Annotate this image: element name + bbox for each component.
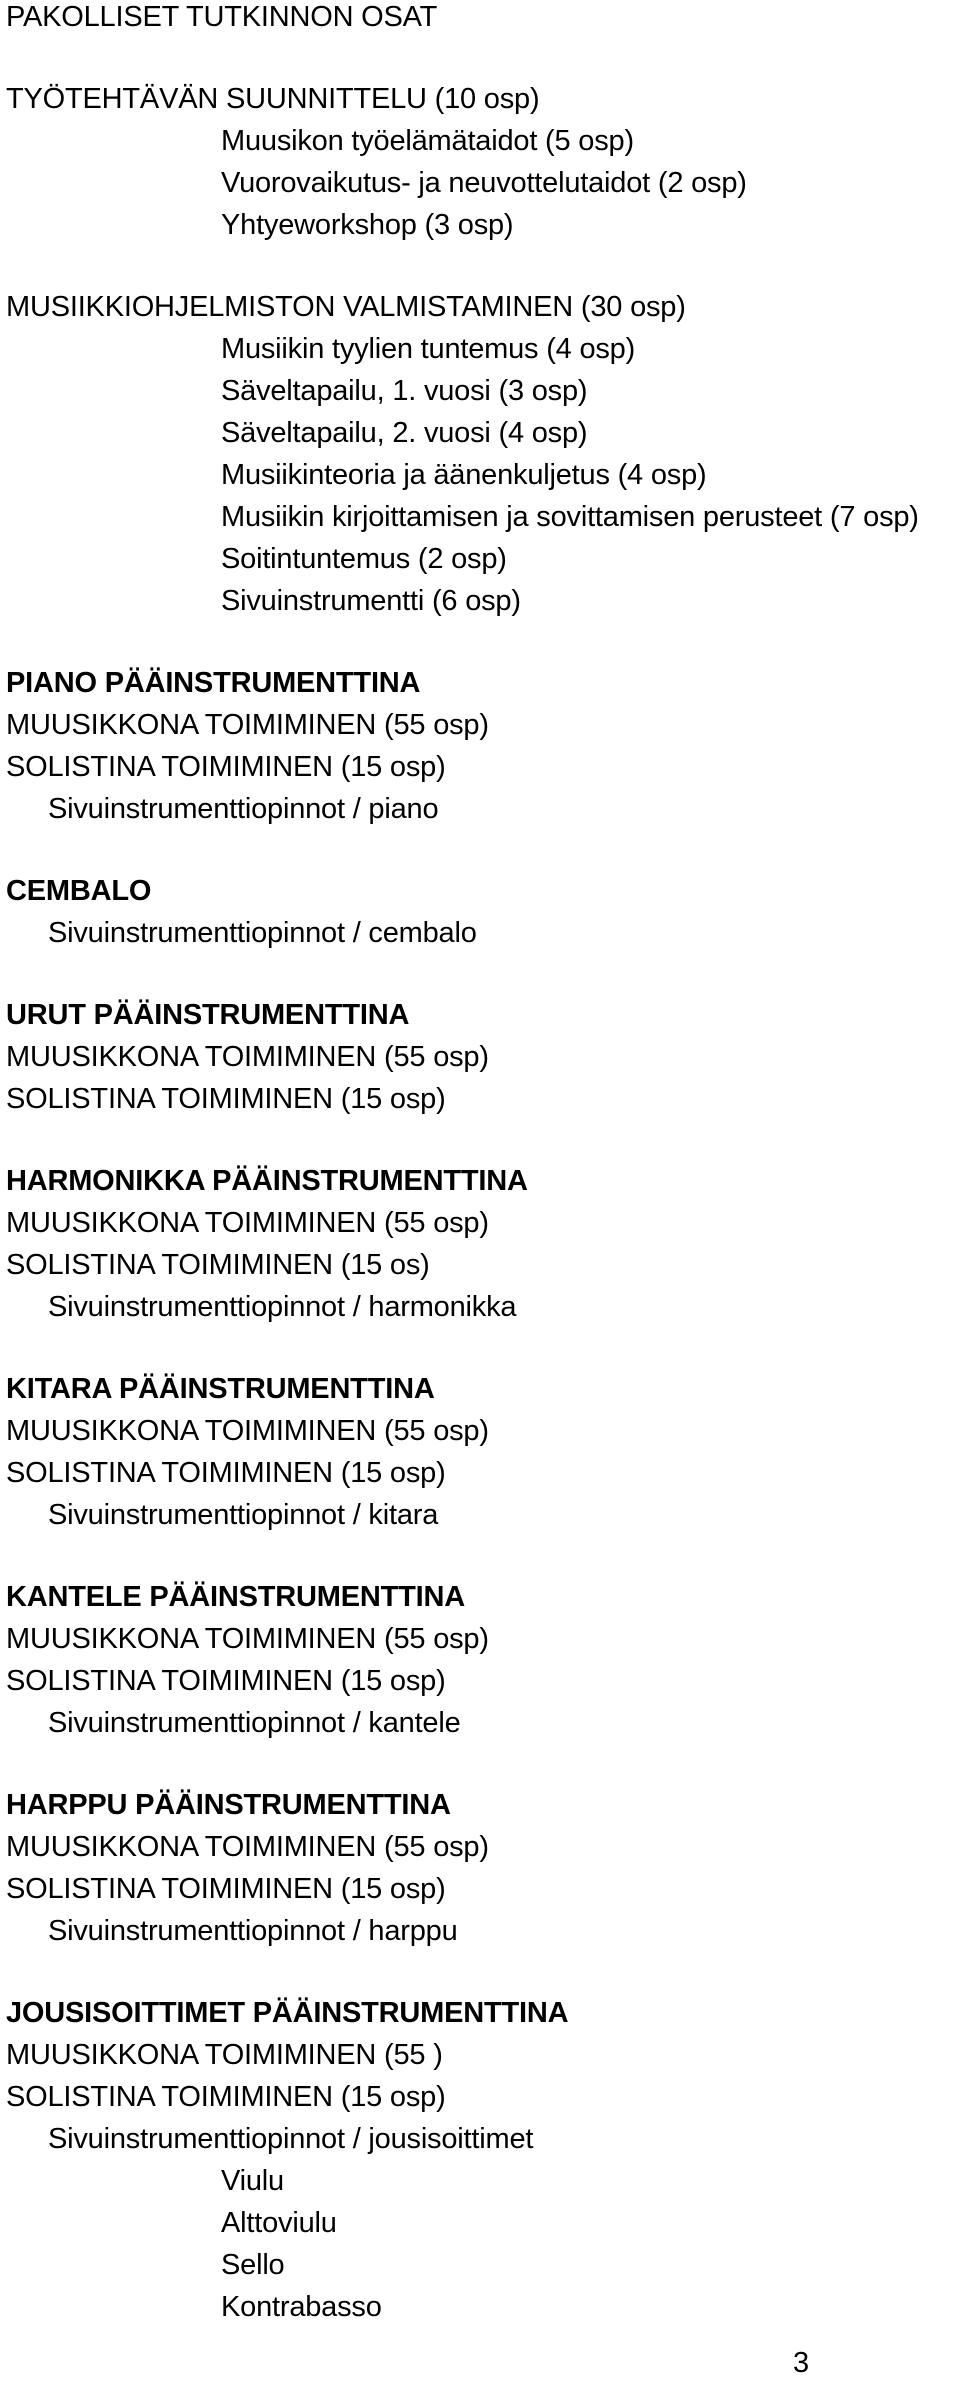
page-title: PAKOLLISET TUTKINNON OSAT [6,1,438,33]
instrument-line: SOLISTINA TOIMIMINEN (15 osp) [6,2081,446,2113]
instrument-line: MUUSIKKONA TOIMIMINEN (55 ) [6,2039,443,2071]
instrument-sub: Sivuinstrumenttiopinnot / harppu [48,1915,458,1947]
instrument-sub: Sivuinstrumenttiopinnot / jousisoittimet [48,2123,534,2155]
instrument-line: MUUSIKKONA TOIMIMINEN (55 osp) [6,1831,489,1863]
string-instrument-item: Kontrabasso [221,2291,382,2323]
list-item: Muusikon työelämätaidot (5 osp) [221,125,634,157]
list-item: Musiikin tyylien tuntemus (4 osp) [221,333,636,365]
instrument-sub: Sivuinstrumenttiopinnot / cembalo [48,917,477,949]
instrument-heading-harppu: HARPPU PÄÄINSTRUMENTTINA [6,1789,451,1821]
instrument-heading-harmonikka: HARMONIKKA PÄÄINSTRUMENTTINA [6,1165,528,1197]
instrument-line: SOLISTINA TOIMIMINEN (15 osp) [6,1083,446,1115]
instrument-line: SOLISTINA TOIMIMINEN (15 os) [6,1249,430,1281]
instrument-heading-kitara: KITARA PÄÄINSTRUMENTTINA [6,1373,435,1405]
list-item: Soitintuntemus (2 osp) [221,543,507,575]
instrument-line: MUUSIKKONA TOIMIMINEN (55 osp) [6,1041,489,1073]
section-heading-musiikkiohjelmiston-valmistaminen: MUSIIKKIOHJELMISTON VALMISTAMINEN (30 osp) [6,291,686,323]
instrument-sub: Sivuinstrumenttiopinnot / kitara [48,1499,439,1531]
instrument-line: MUUSIKKONA TOIMIMINEN (55 osp) [6,1623,489,1655]
instrument-heading-urut: URUT PÄÄINSTRUMENTTINA [6,999,410,1031]
instrument-line: SOLISTINA TOIMIMINEN (15 osp) [6,1665,446,1697]
page-number: 3 [793,2347,810,2379]
instrument-line: SOLISTINA TOIMIMINEN (15 osp) [6,1457,446,1489]
instrument-sub: Sivuinstrumenttiopinnot / kantele [48,1707,461,1739]
list-item: Vuorovaikutus- ja neuvottelutaidot (2 osp) [221,167,747,199]
instrument-line: MUUSIKKONA TOIMIMINEN (55 osp) [6,1415,489,1447]
list-item: Sivuinstrumentti (6 osp) [221,585,521,617]
instrument-line: SOLISTINA TOIMIMINEN (15 osp) [6,1873,446,1905]
instrument-heading-cembalo: CEMBALO [6,875,152,907]
string-instrument-item: Sello [221,2249,285,2281]
section-heading-tyotehtavan-suunnittelu: TYÖTEHTÄVÄN SUUNNITTELU (10 osp) [6,83,540,115]
list-item: Musiikinteoria ja äänenkuljetus (4 osp) [221,459,707,491]
instrument-sub: Sivuinstrumenttiopinnot / piano [48,793,439,825]
instrument-line: MUUSIKKONA TOIMIMINEN (55 osp) [6,1207,489,1239]
list-item: Säveltapailu, 1. vuosi (3 osp) [221,375,588,407]
instrument-line: SOLISTINA TOIMIMINEN (15 osp) [6,751,446,783]
list-item: Musiikin kirjoittamisen ja sovittamisen perusteet (7 osp) [221,501,919,533]
string-instrument-item: Viulu [221,2165,284,2197]
instrument-heading-jousisoittimet: JOUSISOITTIMET PÄÄINSTRUMENTTINA [6,1997,569,2029]
list-item: Yhtyeworkshop (3 osp) [221,209,514,241]
instrument-heading-piano: PIANO PÄÄINSTRUMENTTINA [6,667,421,699]
string-instrument-item: Alttoviulu [221,2207,337,2239]
instrument-line: MUUSIKKONA TOIMIMINEN (55 osp) [6,709,489,741]
list-item: Säveltapailu, 2. vuosi (4 osp) [221,417,588,449]
instrument-sub: Sivuinstrumenttiopinnot / harmonikka [48,1291,517,1323]
instrument-heading-kantele: KANTELE PÄÄINSTRUMENTTINA [6,1581,465,1613]
